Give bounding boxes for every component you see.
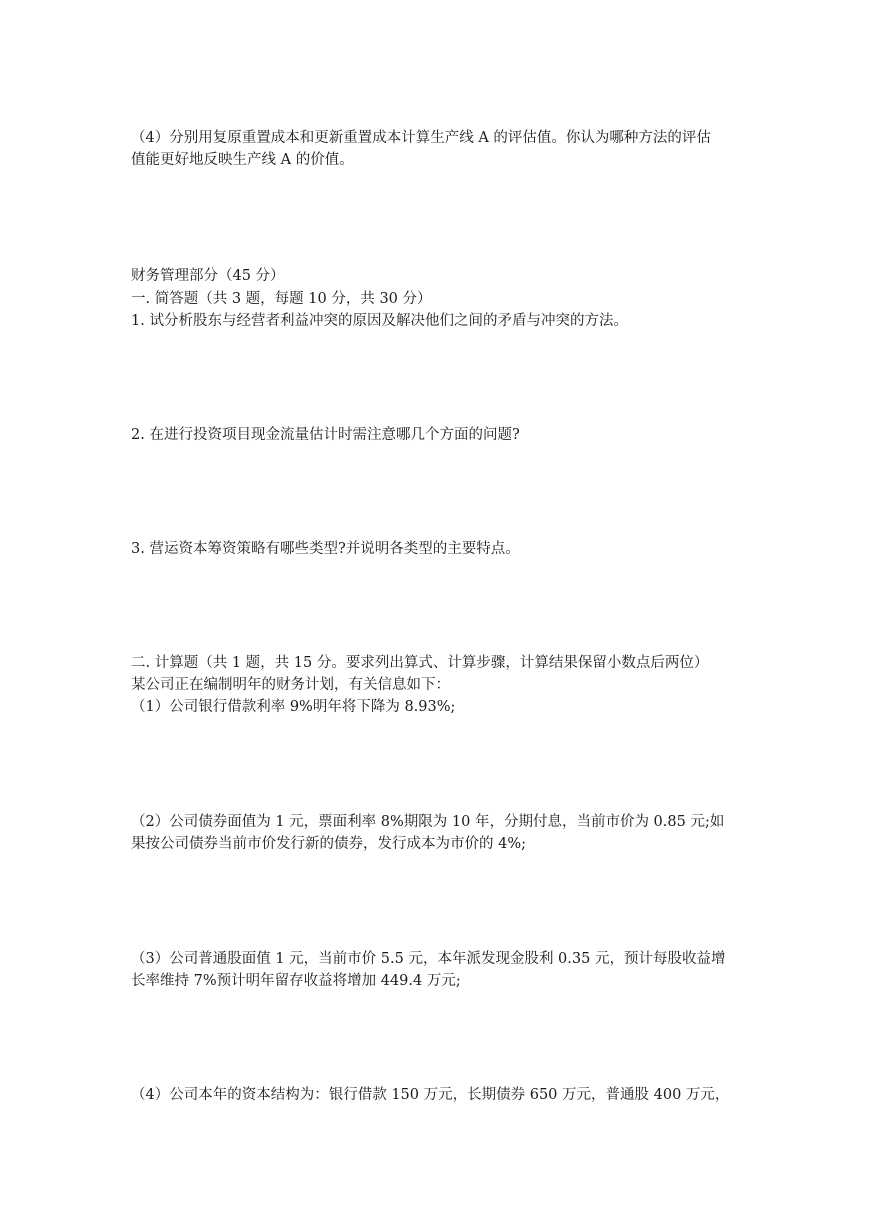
- calculation-item-3-line-1: （3）公司普通股面值 1 元，当前市价 5.5 元，本年派发现金股利 0.35 元，预计每股收益增: [131, 951, 726, 967]
- calculation-item-2-line-1: （2）公司债券面值为 1 元，票面利率 8%期限为 10 年，分期付息，当前市价为 0.85 元;如: [131, 814, 725, 830]
- calculation-item-2-line-2: 果按公司债券当前市价发行新的债券，发行成本为市价的 4%;: [131, 836, 526, 852]
- short-answer-question-1: 1. 试分析股东与经营者利益冲突的原因及解决他们之间的矛盾与冲突的方法。: [131, 313, 628, 329]
- part-2-title: 二. 计算题（共 1 题，共 15 分。要求列出算式、计算步骤，计算结果保留小数点后两位）: [131, 655, 709, 671]
- asset-question-4-line-2: 值能更好地反映生产线 A 的价值。: [131, 152, 354, 168]
- asset-question-4-line-1: （4）分别用复原重置成本和更新重置成本计算生产线 A 的评估值。你认为哪种方法的评估: [131, 130, 711, 146]
- part-1-title: 一. 简答题（共 3 题，每题 10 分，共 30 分）: [131, 291, 432, 307]
- section-title: 财务管理部分（45 分）: [131, 268, 285, 284]
- short-answer-question-2: 2. 在进行投资项目现金流量估计时需注意哪几个方面的问题?: [131, 427, 520, 443]
- calculation-item-3-line-2: 长率维持 7%预计明年留存收益将增加 449.4 万元;: [131, 973, 461, 989]
- short-answer-question-3: 3. 营运资本筹资策略有哪些类型?并说明各类型的主要特点。: [131, 541, 520, 557]
- calculation-item-4-line-1: （4）公司本年的资本结构为：银行借款 150 万元，长期债券 650 万元，普通股 400 万元，: [131, 1087, 730, 1103]
- calculation-intro: 某公司正在编制明年的财务计划，有关信息如下：: [131, 677, 450, 693]
- calculation-item-1: （1）公司银行借款利率 9%明年将下降为 8.93%;: [131, 699, 456, 715]
